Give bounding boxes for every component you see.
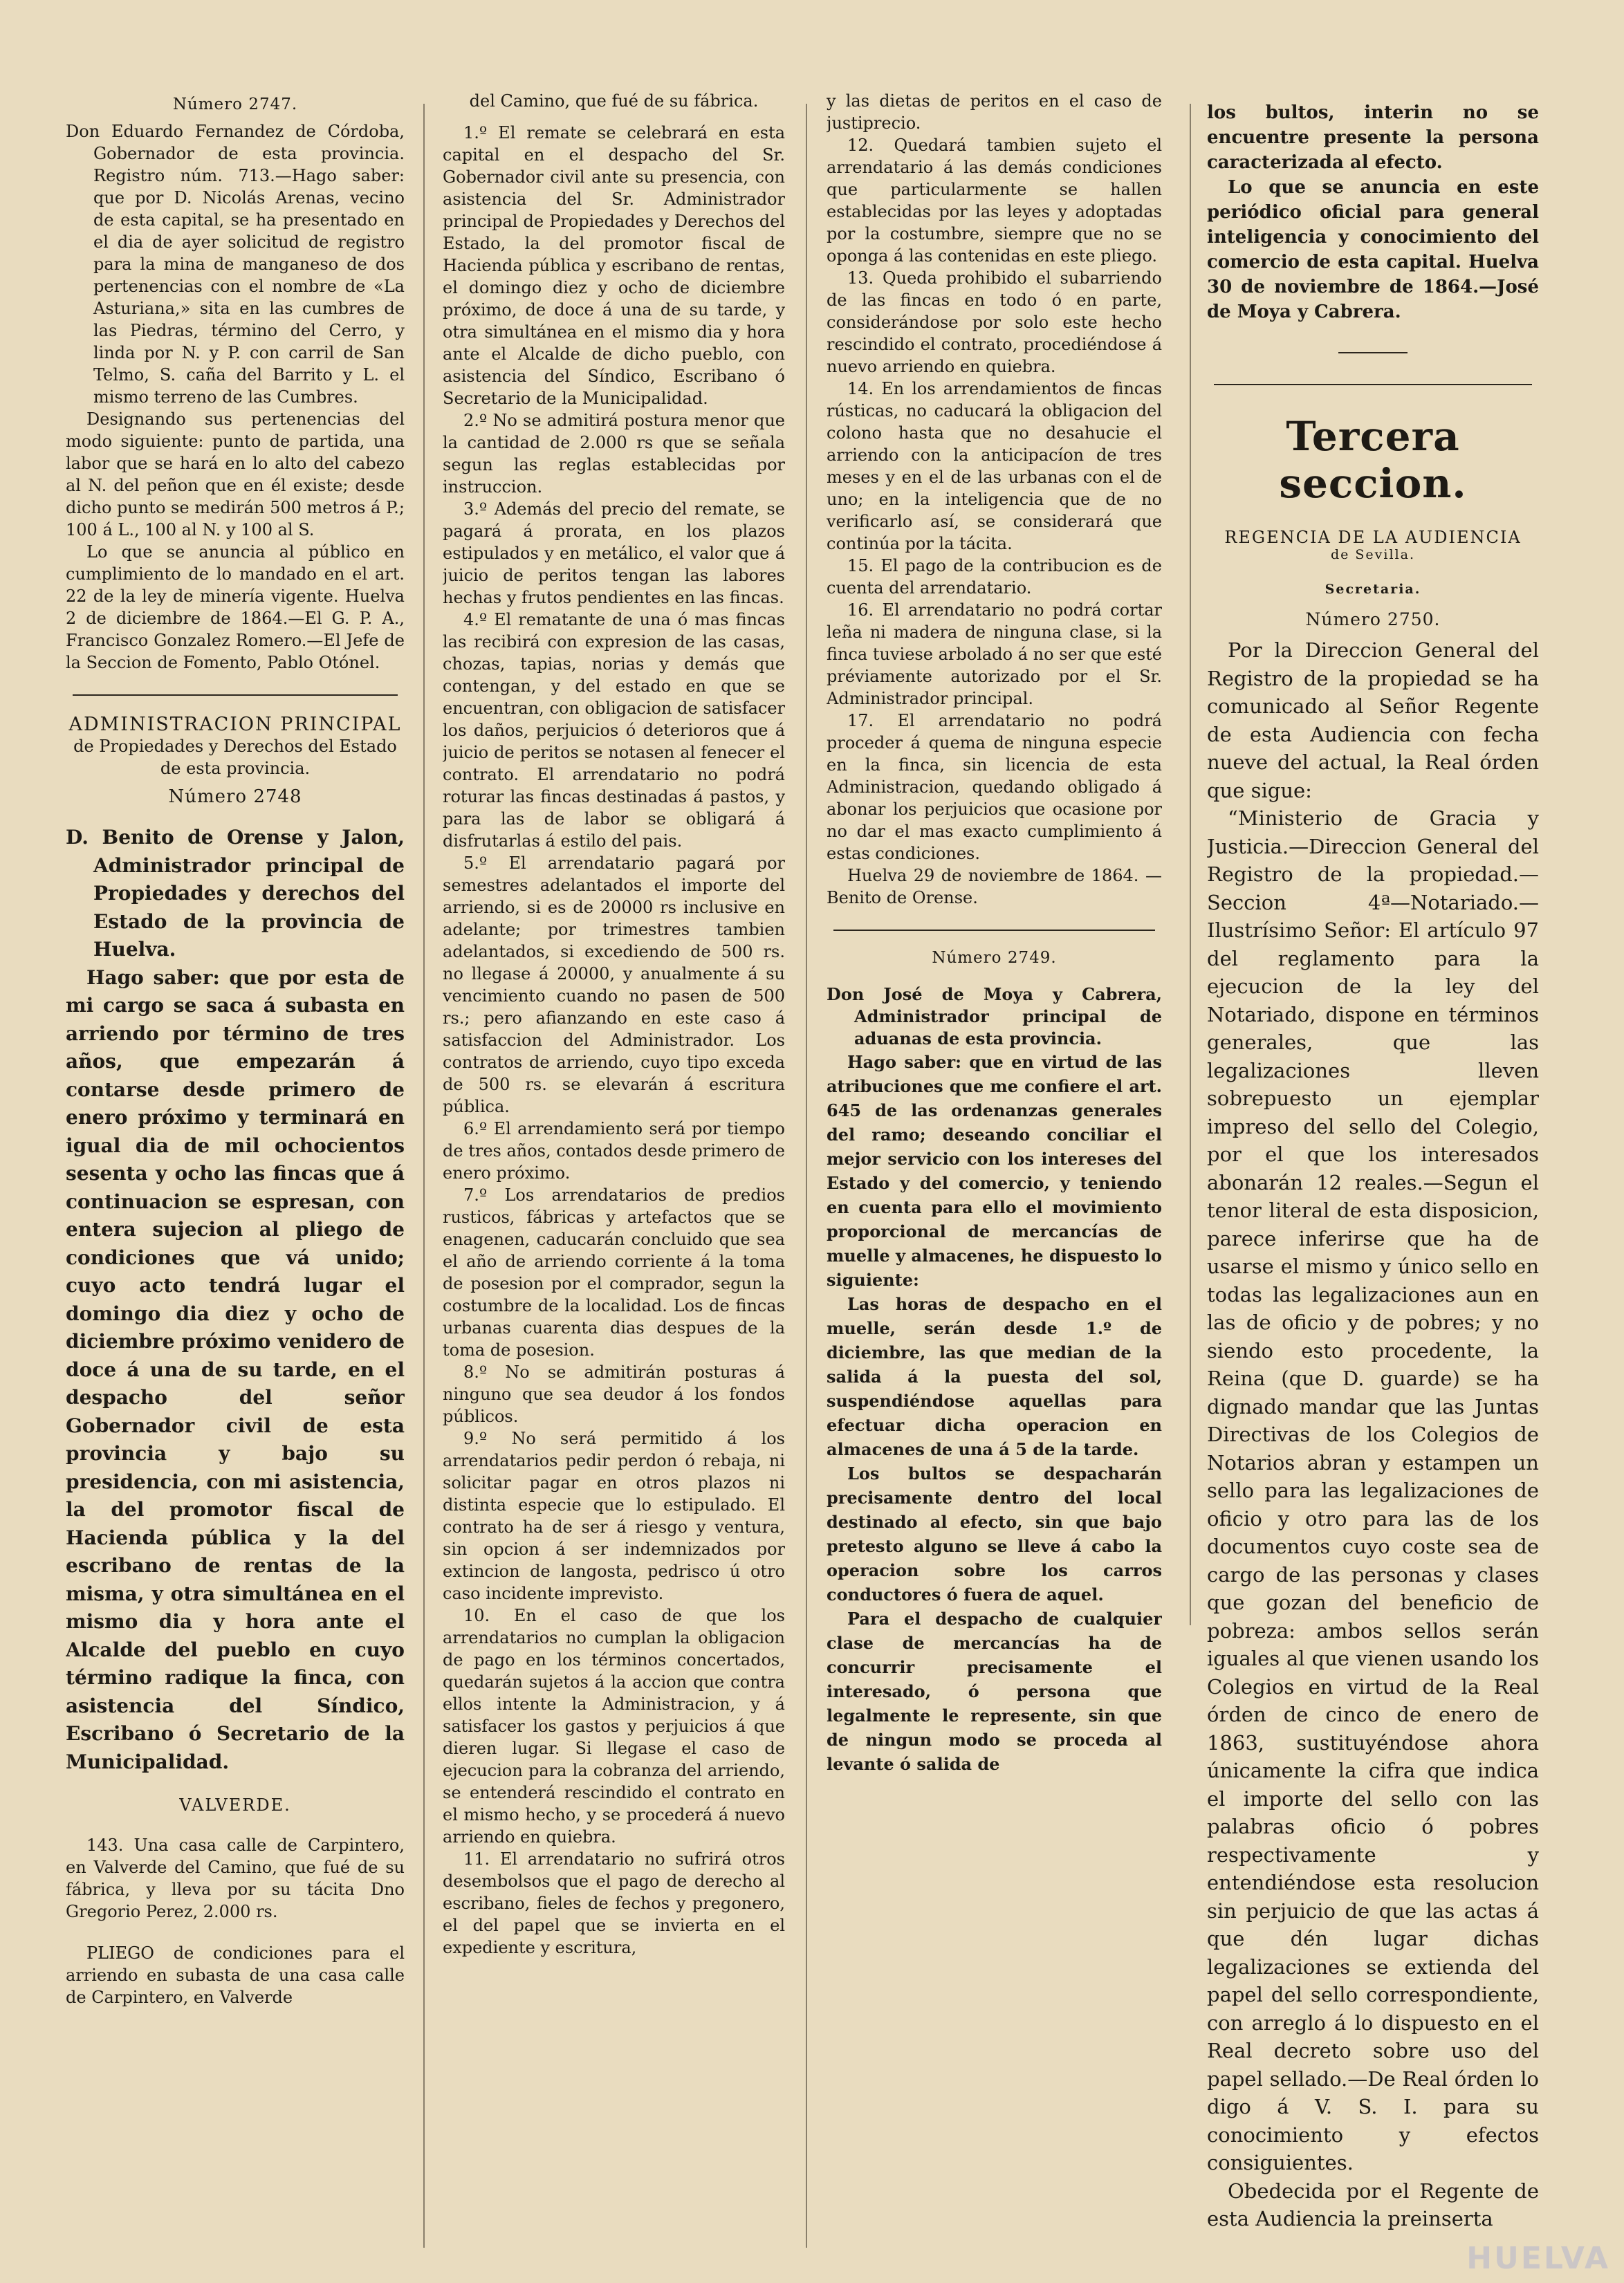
column-rule: [1190, 104, 1191, 1625]
condition-17: 17. El arrendatario no podrá proceder á quema de ninguna especie en la finca, sin licencia de esta Administracion, quedando obligado á abonar los perjuicios que ocasione por no dar el mas exacto cumplimiento á estas condiciones.: [827, 711, 1162, 863]
announcement-number: Número 2747.: [172, 95, 298, 113]
condition-5: 5.º El arrendatario pagará por semestres adelantados el importe del arriendo, si es de 20000 rs inclusive en adelante; por trimestres tambien adelantados, si excediendo de 500 rs. no llegase á 20000, y anualmente á su vencimiento cuando no pasen de 500 rs.; pero afianzando en este caso á satisfaccion del Administrador. Los contratos de arriendo, cuyo tipo exceda de 500 rs. se elevarán á escritura pública.: [443, 853, 785, 1116]
condition-11: 11. El arrendatario no sufrirá otros desembolsos que el pago de derecho al escribano, fieles de fechos y pregonero, el del papel que se invierta en el expediente y escritura,: [443, 1849, 785, 1957]
announcement-paragraph: Designando sus pertenencias del modo siguiente: punto de partida, una labor que se hará en lo alto del cabezo al N. del peñon que en él existe; desde dicho punto se medirán 500 metros á P.; 100 á L., 100 al N. y 100 al S.: [66, 409, 405, 539]
announcement-number: Número 2750.: [1305, 609, 1441, 629]
announcement-body: Las horas de despacho en el muelle, serán desde 1.º de diciembre, las que median de la salida á la puesta del sol, suspendiéndose aquellas para efectuar dicha operacion en almacenes de una á 5 de la tarde.: [827, 1294, 1162, 1459]
section-subheading: de Propiedades y Derechos del Estado de esta provincia.: [73, 737, 397, 778]
condition-9: 9.º No será permitido á los arrendatarios pedir perdon ó rebaja, ni solicitar pagar en otros plazos ni distinta especie que lo estipulado. El contrato ha de ser á riesgo y ventura, sin opcion á ser indemnizados por extincion de langosta, pedrisco ú otro caso incidente imprevisto.: [443, 1429, 785, 1603]
town-heading: VALVERDE.: [179, 1795, 291, 1815]
section-heading: REGENCIA DE LA AUDIENCIA: [1224, 528, 1522, 547]
announcement-lead: Don José de Moya y Cabrera, Administrador principal de aduanas de esta provincia.: [827, 984, 1162, 1048]
section-subheading: de Sevilla.: [1330, 547, 1416, 562]
condition-3: 3.º Además del precio del remate, se pagará á prorata, en los plazos estipulados y en metálico, el valor que á juicio de peritos tengan las labores hechas y frutos pendientes en las fincas.: [443, 499, 785, 607]
condition-4: 4.º El rematante de una ó mas fincas las recibirá con expresion de las casas, chozas, tapias, norias y demás que contengan, y del estado en que se encuentran, con obligacion de satisfacer los daños, perjuicios ó deterioros que á juicio de peritos se notasen al fenecer el contrato. El arrendatario no podrá roturar las fincas destinadas á pastos, y para las de labor se obligará á disfrutarlas á estilo del pais.: [443, 610, 785, 851]
announcement-body: Los bultos se despacharán precisamente dentro del local destinado al efecto, sin que bajo pretesto alguno se lleve á cabo la operacion sobre los carros conductores ó fuera de aquel.: [827, 1463, 1162, 1605]
announcement-body: Por la Direccion General del Registro de la propiedad se ha comunicado al Señor Regente de esta Audiencia con fecha nueve del actual, la Real órden que sigue:: [1207, 638, 1539, 802]
column-2: [443, 90, 785, 2262]
property-item: 143. Una casa calle de Carpintero, en Valverde del Camino, que fué de su fábrica, y lleva por su tácita Dno Gregorio Perez, 2.000 rs.: [66, 1836, 405, 1921]
column-4: [1207, 100, 1539, 2272]
condition-13: 13. Queda prohibido el subarriendo de las fincas en todo ó en parte, considerándose por solo este hecho rescindido el contrato, procediéndose á nuevo arriendo en quiebra.: [827, 268, 1162, 376]
section-heading: ADMINISTRACION PRINCIPAL: [68, 714, 402, 735]
condition-7: 7.º Los arrendatarios de predios rusticos, fábricas y artefactos que se enagenen, caducarán concluido que sea el año de arriendo corriente á la toma de posesion por el comprador, segun la costumbre de la localidad. Los de fincas urbanas cuarenta dias despues de la toma de posesion.: [443, 1185, 785, 1360]
column-1: [66, 90, 405, 2262]
divider: [73, 694, 398, 696]
section-rule: [1214, 384, 1532, 385]
section-subheading: Secretaria.: [1325, 582, 1421, 597]
announcement-body: Hago saber: que en virtud de las atribuciones que me confiere el art. 645 de las ordenanzas generales del ramo; deseando conciliar el mejor servicio con los intereses del Estado y del comercio, y teniendo en cuenta para ello el movimiento proporcional de mercancías de muelle y almacenes, he dispuesto lo siguiente:: [827, 1052, 1162, 1290]
condition-6: 6.º El arrendamiento será por tiempo de tres años, contados desde primero de enero próximo.: [443, 1119, 785, 1183]
divider: [1338, 352, 1408, 353]
continuation-text: del Camino, que fué de su fábrica.: [469, 91, 759, 111]
watermark-logo: HUELVA: [1466, 2241, 1610, 2276]
announcement-number: Número 2748: [168, 786, 302, 807]
condition-14: 14. En los arrendamientos de fincas rústicas, no caducará la obligacion del colono hasta que no desahucie el arriendo con la anticipacíon de tres meses y en el de las urbanas con el de uno; en la inteligencia que de no verificarlo así, se considerará que continúa por la tácita.: [827, 379, 1162, 553]
announcement-paragraph: Lo que se anuncia al público en cumplimiento de lo mandado en el art. 22 de la ley de minería vigente. Huelva 2 de diciembre de 1864.—El G. P. A., Francisco Gonzalez Romero.—El Jefe de la Seccion de Fomento, Pablo Otónel.: [66, 542, 405, 672]
condition-15: 15. El pago de la contribucion es de cuenta del arrendatario.: [827, 556, 1162, 598]
announcement-body: “Ministerio de Gracia y Justicia.—Direccion General del Registro de la propiedad.—Seccion 4ª—Notariado.—Ilustrísimo Señor: El artículo 97 del reglamento para la ejecucion de la ley del Notariado, dispone en términos generales, que las legalizaciones lleven sobrepuesto un ejemplar impreso del sello del Colegio, por el que los interesados abonarán 12 reales.—Segun el tenor literal de esta disposicion, parece inferirse que ha de usarse el mismo y único sello en todas las legalizaciones aun en las de oficio y de pobres; y no siendo esto procedente, la Reina (que D. guarde) se ha dignado mandar que las Juntas Directivas de los Colegios de Notarios abran y estampen un sello para las legalizaciones de oficio y otro para las de los documentos cuyo coste sea de cargo de las personas y clases que gozan del beneficio de pobreza: ambos sellos serán iguales al que vienen usando los Colegios en virtud de la Real órden de cinco de enero de 1863, sustituyéndose ahora únicamente la cifra que indica el importe del sello con las palabras oficio ó pobres respectivamente y entendiéndose esta resolucion sin perjuicio de que las actas á que dén lugar dichas legalizaciones se extienda del papel del sello correspondiente, con arreglo á lo dispuesto en el Real decreto sobre uso del papel sellado.—De Real órden lo digo á V. S. I. para su conocimiento y efectos consiguientes.: [1207, 806, 1539, 2174]
announcement-lead: D. Benito de Orense y Jalon, Administrador principal de Propiedades y derechos del Estado de la provincia de Huelva.: [66, 826, 405, 961]
announcement-paragraph: Don Eduardo Fernandez de Córdoba, Gobernador de esta provincia. Registro núm. 713.—Hago saber: que por D. Nicolás Arenas, vecino de esta capital, se ha presentado en el dia de ayer solicitud de registro para la mina de manganeso de dos pertenencias con el nombre de «La Asturiana,» sita en las cumbres de las Piedras, término del Cerro, y linda por N. y P. con carril de San Telmo, S. caña del Barrito y L. el mismo terreno de las Cumbres.: [66, 122, 405, 407]
announcement-body: Hago saber: que por esta de mi cargo se saca á subasta en arriendo por término de tres años, que empezarán á contarse desde primero de enero próximo y terminará en igual dia de mil ochocientos sesenta y ocho las fincas que á continuacion se espresan, con entera sujecion al pliego de condiciones que vá unido; cuyo acto tendrá lugar el domingo dia diez y ocho de diciembre próximo venidero de doce á una de su tarde, en el despacho del señor Gobernador civil de esta provincia y bajo su presidencia, con mi asistencia, la del promotor fiscal de Hacienda pública y la del escribano de rentas de la misma, y otra simultánea en el mismo dia y hora ante el Alcalde del pueblo en cuyo término radique la finca, con asistencia del Síndico, Escribano ó Secretario de la Municipalidad.: [66, 965, 405, 1773]
announcement-body: Obedecida por el Regente de esta Audiencia la preinserta: [1207, 2179, 1539, 2230]
condition-12: 12. Quedará tambien sujeto el arrendatario á las demás condiciones que particularmente se hallen establecidas por las leyes y adoptadas por la costumbre, siempre que no se oponga á las contenidas en este pliego.: [827, 136, 1162, 266]
continuation-text: los bultos, interin no se encuentre presente la persona caracterizada al efecto.: [1207, 102, 1539, 173]
condition-16: 16. El arrendatario no podrá cortar leña ni madera de ninguna clase, si la finca tuviese arbolado á no ser que esté préviamente autorizado por el Sr. Administrador principal.: [827, 600, 1162, 708]
announcement-number: Número 2749.: [932, 949, 1057, 967]
condition-10: 10. En el caso de que los arrendatarios no cumplan la obligacion de pago en los términos concertados, quedarán sujetos á la accion que contra ellos intente la Administracion, y á satisfacer los gastos y perjuicios á que dieren lugar. Si llegase el caso de ejecucion para la cobranza del arriendo, se entenderá rescindido el contrato en el mismo hecho, y se procederá á nuevo arriendo en quiebra.: [443, 1606, 785, 1847]
continuation-text: y las dietas de peritos en el caso de justiprecio.: [827, 91, 1162, 133]
signature: Huelva 29 de noviembre de 1864. —Benito de Orense.: [827, 866, 1162, 907]
column-rule: [423, 104, 425, 2248]
column-rule: [806, 104, 807, 2248]
pliego-heading: PLIEGO de condiciones para el arriendo en subasta de una casa calle de Carpintero, en Valverde: [66, 1943, 405, 2007]
condition-8: 8.º No se admitirán posturas á ninguno que sea deudor á los fondos públicos.: [443, 1362, 785, 1426]
condition-1: 1.º El remate se celebrará en esta capital en el despacho del Sr. Gobernador civil ante su presencia, con asistencia del Sr. Administrador principal de Propiedades y Derechos del Estado, la del promotor fiscal de Hacienda pública y escribano de rentas, el domingo diez y ocho de diciembre próximo, de doce á una de su tarde, y otra simultánea en el mismo dia y hora ante el Alcalde de dicho pueblo, con asistencia del Síndico, Escribano ó Secretario de la Municipalidad.: [443, 123, 785, 408]
announcement-body: Para el despacho de cualquier clase de mercancías ha de concurrir precisamente el interesado, ó persona que legalmente le represente, sin que de ningun modo se proceda al levante ó salida de: [827, 1609, 1162, 1774]
condition-2: 2.º No se admitirá postura menor que la cantidad de 2.000 rs que se señala segun las reglas establecidas por instruccion.: [443, 411, 785, 497]
column-3: [827, 90, 1162, 2262]
announcement-closing: Lo que se anuncia en este periódico oficial para general inteligencia y conocimiento del comercio de esta capital. Huelva 30 de noviembre de 1864.—José de Moya y Cabrera.: [1207, 177, 1539, 322]
section-title: Tercera seccion.: [1279, 413, 1467, 507]
divider: [833, 930, 1155, 931]
